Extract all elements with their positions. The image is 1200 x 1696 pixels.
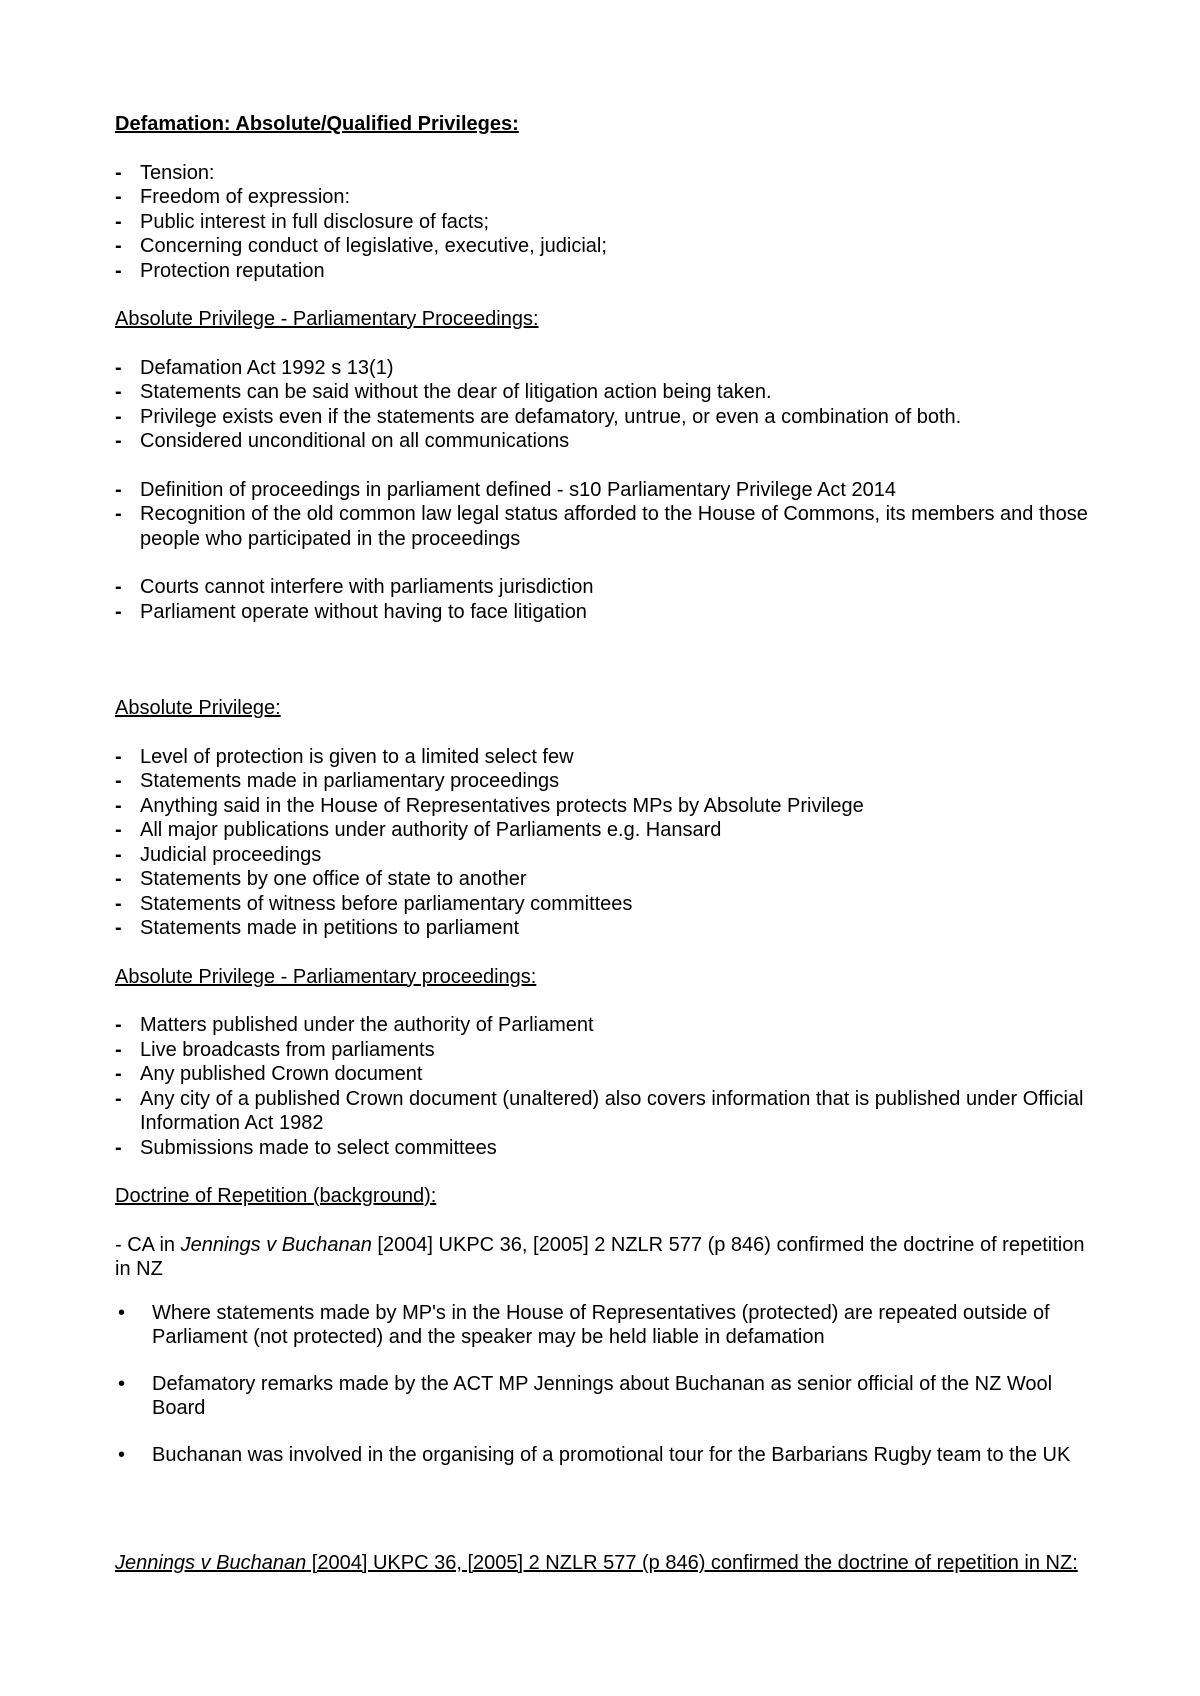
list-item: - Privilege exists even if the statements are defamatory, untrue, or even a combination of both. — [115, 405, 1090, 430]
list-item: - Recognition of the old common law legal status afforded to the House of Commons, its members and those people who participated in the proceedings — [115, 502, 1090, 551]
spacer — [115, 1489, 1090, 1551]
spacer — [115, 648, 1090, 696]
list-item: - Courts cannot interfere with parliaments jurisdiction — [115, 575, 1090, 600]
list-item: • Where statements made by MP's in the House of Representatives (protected) are repeated outside of Parliament (not protected) and the speaker may be held liable in defamation — [115, 1301, 1090, 1350]
parliamentary-list-b — [115, 478, 1090, 552]
document-title: Defamation: Absolute/Qualified Privileges: — [115, 113, 519, 135]
list-item: - Live broadcasts from parliaments — [115, 1038, 1090, 1063]
intro-suffix: [2004] UKPC 36, [2005] 2 NZLR 577 (p 846) confirmed the doctrine of repetition in NZ — [115, 1233, 1085, 1280]
list-item: - Statements of witness before parliamentary committees — [115, 892, 1090, 917]
parliamentary-list-a — [115, 356, 1090, 454]
list-item: - Public interest in full disclosure of facts; — [115, 210, 1090, 235]
list-item: - Freedom of expression: — [115, 185, 1090, 210]
list-item: - Defamation Act 1992 s 13(1) — [115, 356, 1090, 381]
case-heading-jennings-v-buchanan — [115, 1551, 1090, 1576]
case-name: Jennings v Buchanan — [115, 1552, 307, 1574]
list-item: • Defamatory remarks made by the ACT MP Jennings about Buchanan as senior official of the NZ Wool Board — [115, 1372, 1090, 1421]
section-heading-parliamentary-proceedings: Absolute Privilege - Parliamentary Proceedings: — [115, 308, 539, 330]
section-heading-absolute-privilege: Absolute Privilege: — [115, 697, 281, 719]
document-page — [115, 112, 1090, 1576]
list-item: - Protection reputation — [115, 259, 1090, 284]
list-item: - Statements made in petitions to parliament — [115, 916, 1090, 941]
list-item: - Definition of proceedings in parliament defined - s10 Parliamentary Privilege Act 2014 — [115, 478, 1090, 503]
list-item: - Matters published under the authority of Parliament — [115, 1013, 1090, 1038]
list-item: - Anything said in the House of Representatives protects MPs by Absolute Privilege — [115, 794, 1090, 819]
case-citation: [2004] UKPC 36, [2005] 2 NZLR 577 (p 846) confirmed the doctrine of repetition in NZ: — [306, 1552, 1078, 1574]
list-item: - Level of protection is given to a limited select few — [115, 745, 1090, 770]
list-item: - Any published Crown document — [115, 1062, 1090, 1087]
list-item: - Tension: — [115, 161, 1090, 186]
doctrine-bullet-list — [115, 1301, 1090, 1468]
doctrine-intro-paragraph — [115, 1233, 1090, 1282]
list-item: - Any city of a published Crown document (unaltered) also covers information that is published under Official Information Act 1982 — [115, 1087, 1090, 1136]
list-item: - Statements can be said without the dear of litigation action being taken. — [115, 380, 1090, 405]
section-heading-parliamentary-proceedings-2: Absolute Privilege - Parliamentary proceedings: — [115, 965, 537, 988]
list-item: • Buchanan was involved in the organising of a promotional tour for the Barbarians Rugby team to the UK — [115, 1443, 1090, 1468]
intro-prefix: - CA in — [115, 1233, 181, 1256]
case-name: Jennings v Buchanan — [180, 1233, 372, 1256]
list-item: - Judicial proceedings — [115, 843, 1090, 868]
list-item: - Statements made in parliamentary proceedings — [115, 769, 1090, 794]
list-item: - All major publications under authority of Parliaments e.g. Hansard — [115, 818, 1090, 843]
list-item: - Considered unconditional on all communications — [115, 429, 1090, 454]
list-item: - Concerning conduct of legislative, executive, judicial; — [115, 234, 1090, 259]
absolute-privilege-list — [115, 745, 1090, 941]
tension-list — [115, 161, 1090, 284]
list-item: - Parliament operate without having to face litigation — [115, 600, 1090, 625]
list-item: - Submissions made to select committees — [115, 1136, 1090, 1161]
section-heading-doctrine-of-repetition: Doctrine of Repetition (background): — [115, 1185, 437, 1207]
list-item: - Statements by one office of state to another — [115, 867, 1090, 892]
parliamentary-list-c — [115, 575, 1090, 624]
parliamentary-proceedings-list — [115, 1013, 1090, 1160]
